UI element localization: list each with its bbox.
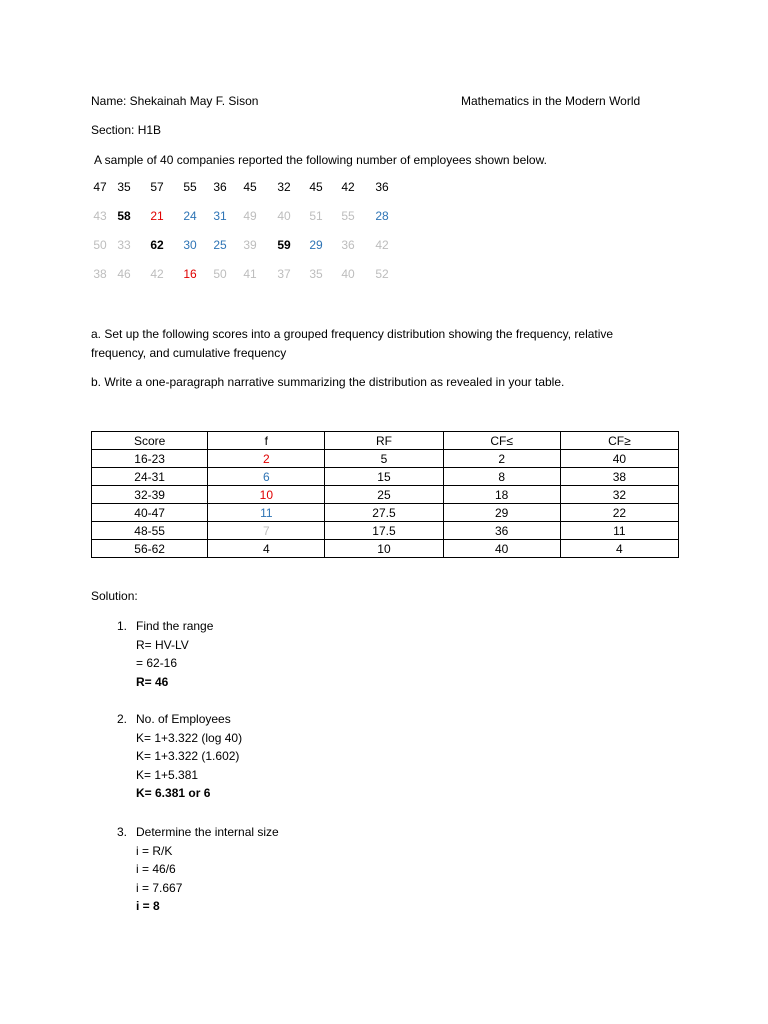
frequency-cell: 7 (208, 522, 325, 540)
sample-value: 36 (375, 180, 389, 194)
step-line: K= 1+5.381 (136, 767, 199, 782)
step-line: R= HV-LV (136, 637, 189, 652)
step-number: 3. (117, 825, 128, 839)
step-line: i = R/K (136, 843, 173, 858)
table-row (92, 468, 679, 486)
step-number: 2. (117, 712, 128, 726)
score-cell: 48-55 (92, 522, 208, 540)
table-row (92, 504, 679, 522)
sample-value: 45 (309, 180, 323, 194)
step-line: No. of Employees (136, 712, 231, 726)
task-b: b. Write a one-paragraph narrative summarizing the distribution as revealed in your table. (91, 375, 565, 389)
sample-value: 35 (117, 180, 131, 194)
cf-less-cell: 40 (443, 540, 560, 558)
step-line: K= 1+3.322 (1.602) (136, 749, 240, 764)
sample-value: 29 (309, 238, 323, 252)
task-a: a. Set up the following scores into a grouped frequency distribution showing the frequency, relative (91, 327, 614, 341)
sample-value: 24 (183, 209, 197, 223)
student-name: Name: Shekainah May F. Sison (91, 94, 259, 108)
step-line: Find the range (136, 619, 214, 633)
cf-greater-cell: 38 (560, 468, 678, 486)
table-row (92, 522, 679, 540)
table-row (92, 540, 679, 558)
score-cell: 40-47 (92, 504, 208, 522)
sample-value: 42 (150, 267, 164, 281)
relative-frequency-cell: 27.5 (325, 504, 443, 522)
cf-greater-cell: 32 (560, 486, 678, 504)
sample-value: 31 (213, 209, 227, 223)
sample-value: 41 (243, 267, 257, 281)
table-row (92, 486, 679, 504)
score-cell: 56-62 (92, 540, 208, 558)
relative-frequency-cell: 5 (325, 450, 443, 468)
course-title: Mathematics in the Modern World (461, 94, 641, 108)
frequency-cell: 10 (208, 486, 325, 504)
col-header-f: f (208, 432, 325, 450)
sample-value: 51 (309, 209, 323, 223)
sample-value: 55 (183, 180, 197, 194)
cf-greater-cell: 11 (560, 522, 678, 540)
step-line: R= 46 (136, 674, 169, 689)
sample-value: 57 (150, 180, 164, 194)
score-cell: 24-31 (92, 468, 208, 486)
step-line: i = 7.667 (136, 880, 183, 895)
sample-value: 36 (341, 238, 355, 252)
sample-value: 52 (375, 267, 389, 281)
cf-less-cell: 2 (443, 450, 560, 468)
step-line: K= 6.381 or 6 (136, 786, 211, 801)
sample-value: 38 (93, 267, 107, 281)
relative-frequency-cell: 17.5 (325, 522, 443, 540)
sample-value: 59 (277, 238, 291, 252)
sample-value: 40 (277, 209, 291, 223)
sample-value: 39 (243, 238, 257, 252)
step-number: 1. (117, 619, 128, 633)
step-line: Determine the internal size (136, 825, 279, 839)
relative-frequency-cell: 15 (325, 468, 443, 486)
sample-value: 40 (341, 267, 355, 281)
cf-less-cell: 8 (443, 468, 560, 486)
sample-value: 21 (150, 209, 164, 223)
sample-value: 42 (375, 238, 389, 252)
sample-value: 49 (243, 209, 257, 223)
sample-value: 50 (213, 267, 227, 281)
sample-value: 35 (309, 267, 323, 281)
cf-less-cell: 36 (443, 522, 560, 540)
frequency-cell: 4 (208, 540, 325, 558)
sample-value: 28 (375, 209, 389, 223)
cf-greater-cell: 22 (560, 504, 678, 522)
task-a-continued: frequency, and cumulative frequency (91, 346, 287, 360)
frequency-cell: 6 (208, 468, 325, 486)
sample-value: 62 (150, 238, 164, 252)
step-line: i = 46/6 (136, 862, 176, 877)
problem-intro: A sample of 40 companies reported the following number of employees shown below. (94, 153, 547, 167)
sample-value: 16 (183, 267, 197, 281)
cf-greater-cell: 40 (560, 450, 678, 468)
score-cell: 32-39 (92, 486, 208, 504)
sample-value: 45 (243, 180, 257, 194)
sample-value: 46 (117, 267, 131, 281)
col-header-rf: RF (325, 432, 443, 450)
sample-value: 37 (277, 267, 291, 281)
sample-value: 47 (93, 180, 107, 194)
col-header-cf-less: CF≤ (443, 432, 560, 450)
sample-value: 50 (93, 238, 107, 252)
sample-value: 30 (183, 238, 197, 252)
cf-greater-cell: 4 (560, 540, 678, 558)
table-header-row (92, 432, 679, 450)
sample-value: 25 (213, 238, 227, 252)
sample-value: 43 (93, 209, 107, 223)
sample-value: 58 (117, 209, 131, 223)
score-cell: 16-23 (92, 450, 208, 468)
frequency-table (91, 431, 679, 558)
relative-frequency-cell: 25 (325, 486, 443, 504)
step-line: K= 1+3.322 (log 40) (136, 730, 243, 745)
sample-value: 42 (341, 180, 355, 194)
sample-value: 33 (117, 238, 131, 252)
step-line: i = 8 (136, 899, 160, 914)
sample-value: 32 (277, 180, 291, 194)
solution-label: Solution: (91, 589, 138, 603)
table-row (92, 450, 679, 468)
section-label: Section: H1B (91, 123, 162, 137)
relative-frequency-cell: 10 (325, 540, 443, 558)
sample-value: 55 (341, 209, 355, 223)
cf-less-cell: 29 (443, 504, 560, 522)
sample-value: 36 (213, 180, 227, 194)
col-header-score: Score (92, 432, 208, 450)
step-line: = 62-16 (136, 656, 178, 671)
frequency-cell: 2 (208, 450, 325, 468)
cf-less-cell: 18 (443, 486, 560, 504)
frequency-cell: 11 (208, 504, 325, 522)
col-header-cf-greater: CF≥ (560, 432, 678, 450)
